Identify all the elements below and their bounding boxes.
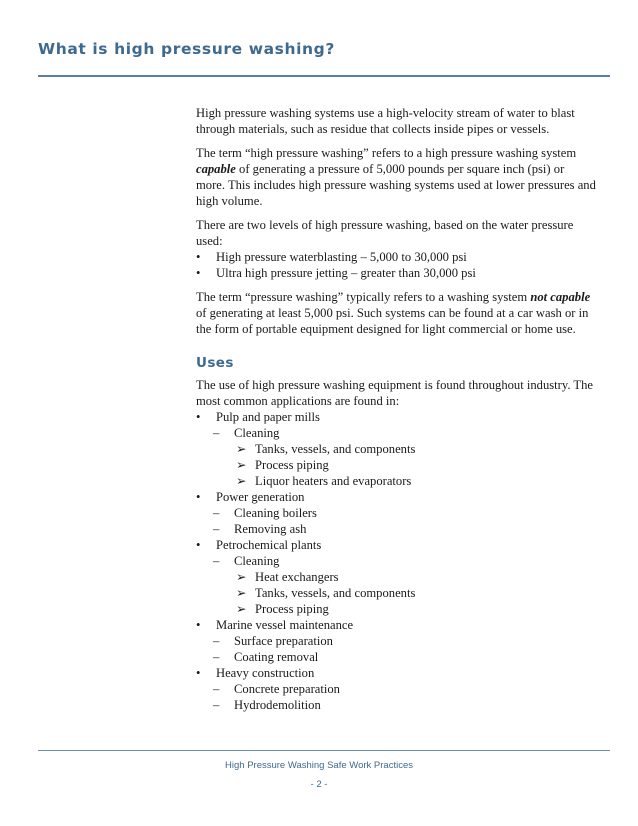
list-item-text: Power generation (216, 490, 305, 504)
uses-item (196, 697, 596, 713)
page-title: What is high pressure washing? (38, 40, 335, 58)
uses-item (196, 649, 596, 665)
uses-heading: Uses (196, 355, 234, 371)
list-item-text: Hydrodemolition (234, 698, 321, 712)
arrow-bullet-icon: ➢ (236, 586, 247, 600)
uses-item (196, 473, 596, 489)
uses-item (196, 425, 596, 441)
intro-paragraph-1: High pressure washing systems use a high-velocity stream of water to blast through materials, such as residue that collects inside pipes or vessels. (196, 106, 575, 136)
arrow-bullet-icon: ➢ (236, 602, 247, 616)
dash-icon: – (213, 506, 220, 520)
uses-intro: The use of high pressure washing equipment is found throughout industry. The most common applications are found in: (196, 378, 593, 408)
uses-item (196, 553, 596, 569)
uses-item (196, 457, 596, 473)
uses-item (196, 585, 596, 601)
list-item-text: Pulp and paper mills (216, 410, 320, 424)
dash-icon: – (213, 698, 220, 712)
arrow-bullet-icon: ➢ (236, 458, 247, 472)
bullet-icon: • (196, 250, 201, 264)
bullet-icon: • (196, 618, 201, 632)
bullet-icon: • (196, 538, 201, 552)
dash-icon: – (213, 426, 220, 440)
uses-list (196, 409, 596, 713)
list-item-text: Heat exchangers (255, 570, 339, 584)
bullet-icon: • (196, 266, 201, 280)
uses-item (196, 633, 596, 649)
list-item-text: Coating removal (234, 650, 319, 664)
footer-divider (38, 750, 610, 751)
emphasis-not-capable: not capable (530, 290, 591, 304)
uses-item (196, 409, 596, 425)
intro-paragraph-4: The term “pressure washing” typically refers to a washing system not capable of generating at least 5,000 psi. Such systems can be found at a car wash or in the form of portable equipment designed for light commercial or home use. (196, 290, 591, 336)
uses-item (196, 489, 596, 505)
list-item-text: Tanks, vessels, and components (255, 442, 416, 456)
bullet-icon: • (196, 490, 201, 504)
list-item-text: Petrochemical plants (216, 538, 322, 552)
dash-icon: – (213, 522, 220, 536)
list-item-text: Process piping (255, 602, 329, 616)
list-item-text: Surface preparation (234, 634, 333, 648)
pressure-levels-list (196, 249, 596, 281)
arrow-bullet-icon: ➢ (236, 442, 247, 456)
dash-icon: – (213, 682, 220, 696)
intro-paragraph-3: There are two levels of high pressure washing, based on the water pressure used: (196, 218, 574, 248)
list-item-text: High pressure waterblasting – 5,000 to 30,000 psi (216, 250, 467, 264)
header-divider (38, 75, 610, 77)
bullet-icon: • (196, 666, 201, 680)
uses-item (196, 441, 596, 457)
dash-icon: – (213, 634, 220, 648)
list-item-text: Cleaning (234, 554, 280, 568)
uses-item (196, 617, 596, 633)
pressure-level-item (196, 249, 596, 265)
main-content (196, 105, 596, 713)
dash-icon: – (213, 554, 220, 568)
uses-item (196, 537, 596, 553)
uses-item (196, 521, 596, 537)
list-item-text: Concrete preparation (234, 682, 340, 696)
list-item-text: Cleaning boilers (234, 506, 317, 520)
uses-item (196, 601, 596, 617)
footer-document-title: High Pressure Washing Safe Work Practices (225, 760, 413, 771)
arrow-bullet-icon: ➢ (236, 570, 247, 584)
page-footer (0, 760, 638, 790)
pressure-level-item (196, 265, 596, 281)
page-number: - 2 - (310, 779, 328, 790)
list-item-text: Removing ash (234, 522, 307, 536)
uses-item (196, 665, 596, 681)
list-item-text: Cleaning (234, 426, 280, 440)
list-item-text: Tanks, vessels, and components (255, 586, 416, 600)
list-item-text: Heavy construction (216, 666, 315, 680)
list-item-text: Liquor heaters and evaporators (255, 474, 412, 488)
uses-item (196, 505, 596, 521)
uses-item (196, 681, 596, 697)
dash-icon: – (213, 650, 220, 664)
list-item-text: Marine vessel maintenance (216, 618, 354, 632)
emphasis-capable: capable (196, 162, 236, 176)
arrow-bullet-icon: ➢ (236, 474, 247, 488)
uses-item (196, 569, 596, 585)
intro-paragraph-2: The term “high pressure washing” refers to a high pressure washing system capable of generating a pressure of 5,000 pounds per square inch (psi) or more. This includes high pressure washing systems used at lower pressures and high volume. (196, 146, 596, 208)
list-item-text: Ultra high pressure jetting – greater than 30,000 psi (216, 266, 476, 280)
list-item-text: Process piping (255, 458, 329, 472)
bullet-icon: • (196, 410, 201, 424)
